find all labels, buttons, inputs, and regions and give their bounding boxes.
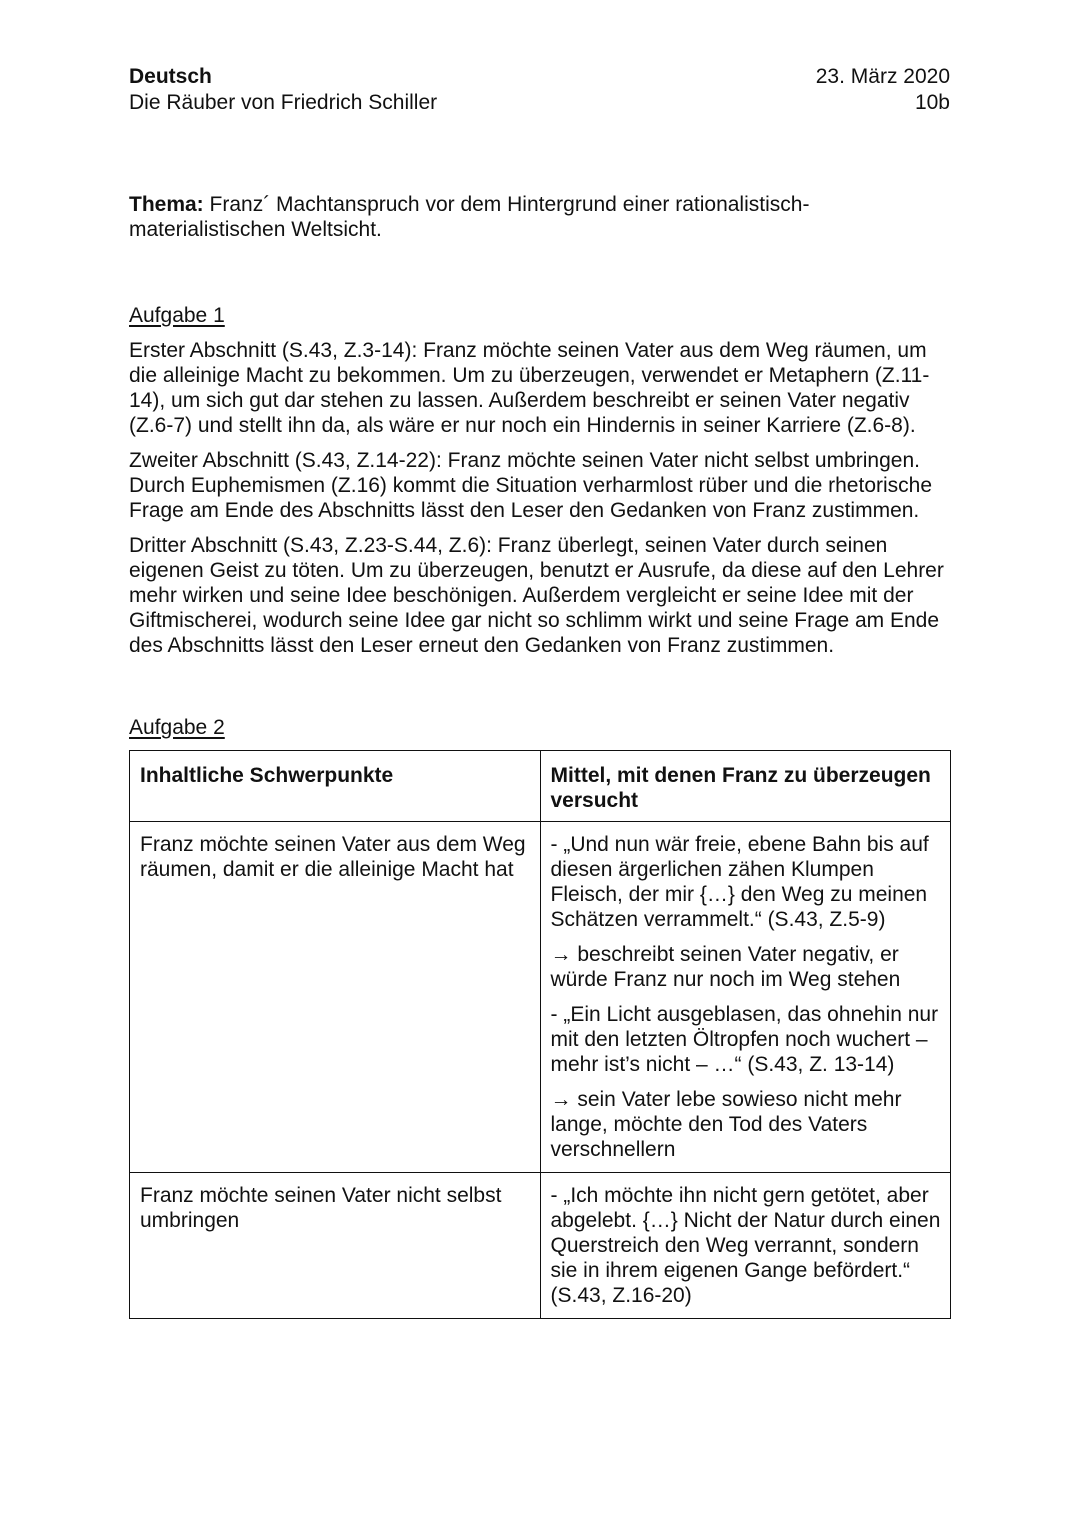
table-cell-means [540,822,951,1173]
topic-statement [129,192,849,242]
analysis-item: → beschreibt seinen Vater negativ, er würde Franz nur noch im Weg stehen [550,943,901,991]
document-header [129,64,950,116]
table-row [130,1173,951,1319]
document-date: 23. März 2020 [815,65,950,88]
task1-paragraph-3: Dritter Abschnitt (S.43, Z.23-S.44, Z.6): Franz überlegt, seinen Vater durch seinen eigenen Geist zu töten. Um zu überzeugen, benutzt er Ausrufe, da diese auf den Lehrer mehr wirken und seine Idee beschönigen. Außerdem vergleicht er seine Idee mit der Giftmischerei, wodurch seine Idee gar nicht so schlimm wirkt und seine Frage am Ende des Abschnitts lässt den Leser erneut den Gedanken von Franz zustimmen. [129,534,944,657]
table-header-row [130,751,951,822]
analysis-table [129,750,951,1319]
class-label: 10b [914,91,950,114]
analysis-item: → sein Vater lebe sowieso nicht mehr lange, möchte den Tod des Vaters verschnellern [550,1088,902,1161]
table-cell-content: Franz möchte seinen Vater nicht selbst umbringen [130,1173,541,1319]
quote-item: - „Ich möchte ihn nicht gern getötet, aber abgelebt. {…} Nicht der Natur durch einen Querstreich den Weg verrannt, sondern sie in ihrem eigenen Gange befördert.“ (S.43, Z.16-20) [550,1184,941,1307]
header-right [816,64,950,116]
task1-paragraph-2: Zweiter Abschnitt (S.43, Z.14-22): Franz möchte seinen Vater nicht selbst umbringen. Durch Euphemismen (Z.16) kommt die Situation verharmlost rüber und die rhetorische Frage am Ende des Abschnitts lässt den Leser den Gedanken von Franz zustimmen. [129,449,933,522]
table-cell-means [540,1173,951,1319]
table-cell-content: Franz möchte seinen Vater aus dem Weg räumen, damit er die alleinige Macht hat [130,822,541,1173]
column-header-content: Inhaltliche Schwerpunkte [130,751,541,822]
task2-heading: Aufgabe 2 [129,716,225,739]
topic-label: Thema: [129,193,204,216]
work-title: Die Räuber von Friedrich Schiller [129,91,438,114]
header-left [129,64,437,116]
subject-title: Deutsch [129,65,212,88]
task1-heading: Aufgabe 1 [129,304,225,327]
quote-item: - „Ein Licht ausgeblasen, das ohnehin nur mit den letzten Öltropfen noch wuchert – mehr ist’s nicht – …“ (S.43, Z. 13-14) [550,1003,939,1076]
document-page [129,64,950,1319]
quote-item: - „Und nun wär freie, ebene Bahn bis auf diesen ärgerlichen zähen Klumpen Fleisch, der mir {…} den Weg zu meinen Schätzen verrammelt.“ (S.43, Z.5-9) [550,833,929,931]
table-row [130,822,951,1173]
task1-paragraph-1: Erster Abschnitt (S.43, Z.3-14): Franz möchte seinen Vater aus dem Weg räumen, um die alleinige Macht zu bekommen. Um zu überzeugen, verwendet er Metaphern (Z.11-14), um sich gut dar stehen zu lassen. Außerdem beschreibt er seinen Vater negativ (Z.6-7) und stellt ihn da, als wäre er nur noch ein Hindernis in seiner Karriere (Z.6-8). [129,339,930,437]
column-header-means: Mittel, mit denen Franz zu überzeugen versucht [540,751,951,822]
topic-text: Franz´ Machtanspruch vor dem Hintergrund einer rationalistisch-materialistischen Weltsicht. [129,193,810,241]
